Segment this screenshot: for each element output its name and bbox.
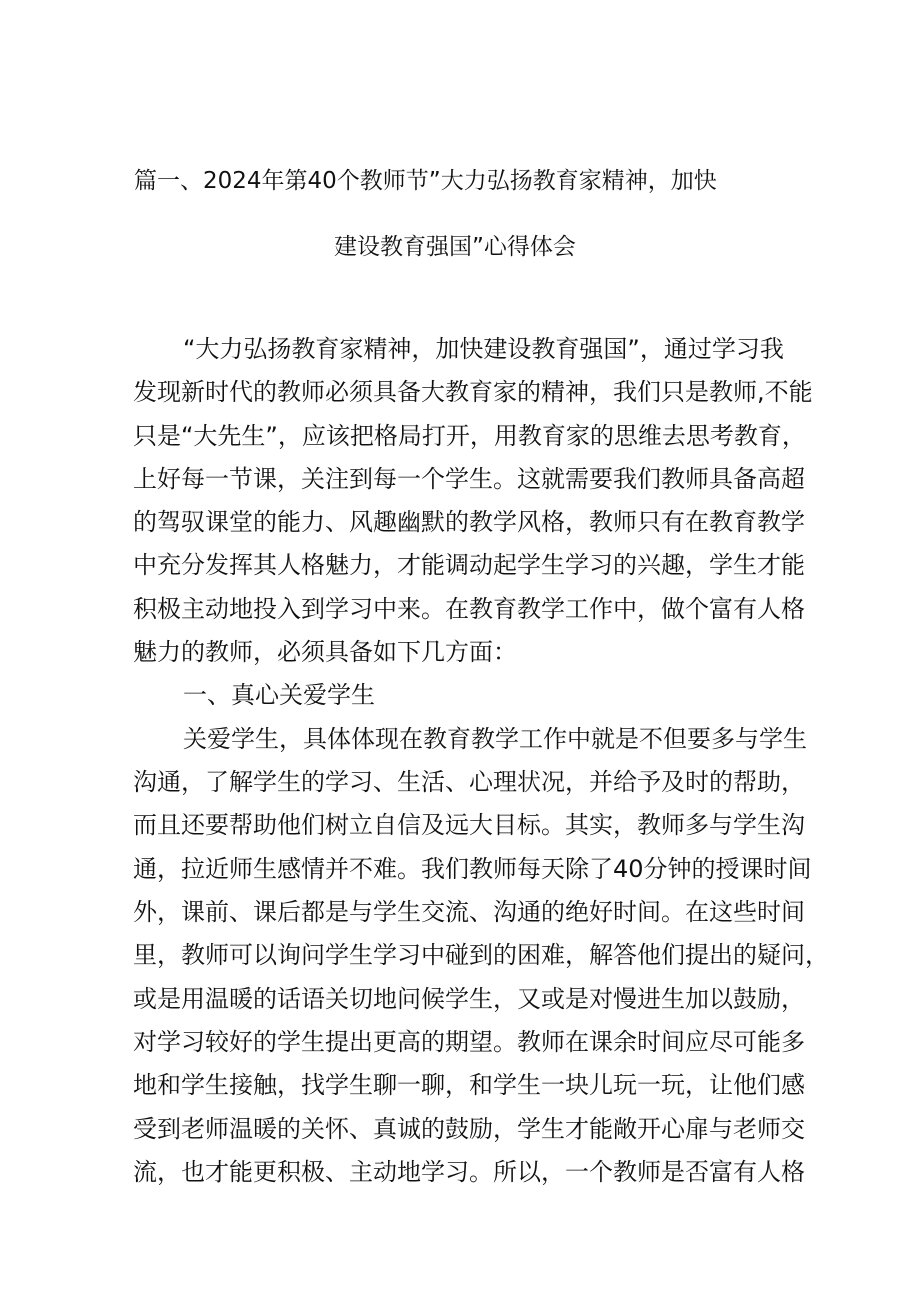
paragraph-line: 外，课前、课后都是与学生交流、沟通的绝好时间。在这些时间 (133, 898, 805, 926)
paragraph-line: 通，拉近师生感情并不难。我们教师每天除了40分钟的授课时间 (133, 855, 812, 883)
paragraph-line: 而且还要帮助他们树立自信及远大目标。其实，教师多与学生沟 (133, 811, 805, 839)
paragraph-line: 或是用温暖的话语关切地问候学生，又或是对慢进生加以鼓励， (133, 985, 805, 1013)
paragraph-line: 上好每一节课，关注到每一个学生。这就需要我们教师具备高超 (133, 465, 805, 493)
document-title-line-1: 篇一、2024年第40个教师节”大力弘扬教育家精神，加快 (134, 168, 717, 194)
paragraph-line: 积极主动地投入到学习中来。在教育教学工作中，做个富有人格 (133, 595, 805, 623)
paragraph-line: 中充分发挥其人格魅力，才能调动起学生学习的兴趣，学生才能 (133, 551, 805, 579)
section-heading: 一、真心关爱学生 (183, 681, 375, 709)
document-title-line-2: 建设教育强国”心得体会 (334, 234, 576, 260)
paragraph-line: “大力弘扬教育家精神，加快建设教育强国”，通过学习我 (183, 335, 784, 363)
paragraph-line: 沟通，了解学生的学习、生活、心理状况，并给予及时的帮助， (133, 768, 805, 796)
paragraph-line: 受到老师温暖的关怀、真诚的鼓励，学生才能敞开心扉与老师交 (133, 1115, 805, 1143)
paragraph-line: 对学习较好的学生提出更高的期望。教师在课余时间应尽可能多 (133, 1028, 805, 1056)
paragraph-line: 的驾驭课堂的能力、风趣幽默的教学风格，教师只有在教育教学 (133, 508, 805, 536)
paragraph-line: 只是“大先生”，应该把格局打开，用教育家的思维去思考教育， (133, 422, 806, 450)
paragraph-line: 关爱学生，具体体现在教育教学工作中就是不但要多与学生 (183, 725, 807, 753)
paragraph-line: 魅力的教师，必须具备如下几方面： (133, 638, 517, 666)
paragraph-line: 里，教师可以询问学生学习中碰到的困难，解答他们提出的疑问， (133, 941, 829, 969)
paragraph-line: 流，也才能更积极、主动地学习。所以，一个教师是否富有人格 (133, 1158, 805, 1186)
paragraph-line: 发现新时代的教师必须具备大教育家的精神，我们只是教师,不能 (133, 378, 813, 406)
paragraph-line: 地和学生接触，找学生聊一聊，和学生一块儿玩一玩，让他们感 (133, 1071, 805, 1099)
